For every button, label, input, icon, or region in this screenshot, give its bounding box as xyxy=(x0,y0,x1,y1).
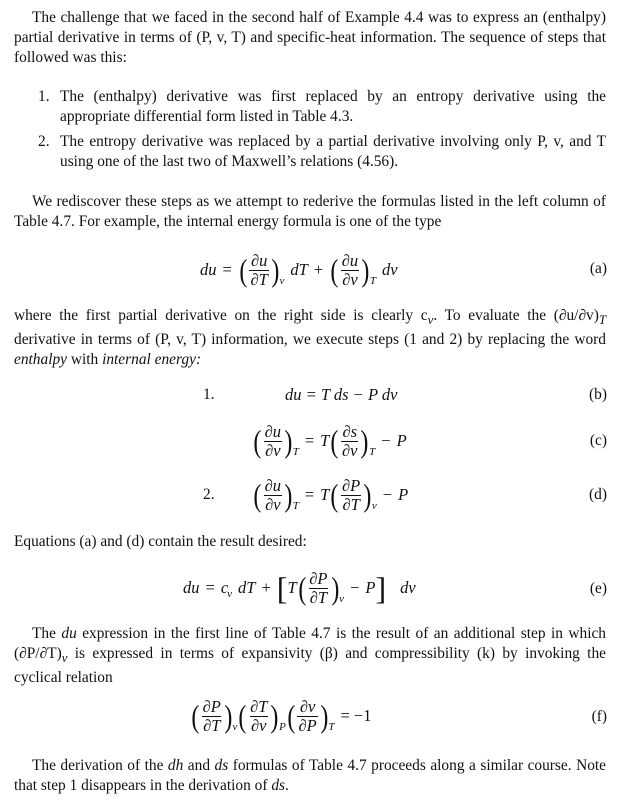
equation-d: ( $\frac{\partial u}{\partial v}$ ) T = T ( $\frac{\partial P}{\partial T}$ ) v − P xyxy=(253,475,409,514)
cyclical-paragraph: The du expression in the first line of Table 4.7 is the result of an additional step in which $(\partial P/\partial T)_v$ is expressed in terms of expansivity (β) and compressibility (k) by invoking the cyclical relation xyxy=(14,625,606,687)
equation-c: ( $\frac{\partial u}{\partial v}$ ) T = T ( $\frac{\partial s}{\partial v}$ ) T − P xyxy=(253,421,407,460)
equation-label-f: (f) xyxy=(591,708,607,725)
result-paragraph: Equations (a) and (d) contain the result desired: xyxy=(14,533,307,550)
equation-a: du = ( $\frac{\partial u}{\partial T}$ ) v dT + ( $\frac{\partial u}{\partial v}$ ) T dv xyxy=(200,250,398,289)
equation-label-c: (c) xyxy=(589,432,607,449)
closing-paragraph: The derivation of the dh and ds formulas of Table 4.7 proceeds along a similar course. Note that step 1 disappears in the derivation of ds. xyxy=(14,757,606,794)
list-item-2 xyxy=(38,132,606,172)
list-item-number: 1. xyxy=(38,88,50,105)
equation-label-b: (b) xyxy=(589,386,607,403)
step-label-1: 1. xyxy=(203,386,215,403)
list-item-1 xyxy=(38,87,606,127)
equation-label-d: (d) xyxy=(589,486,607,503)
equation-f: ( $\frac{\partial P}{\partial T}$ ) v ( $\frac{\partial T}{\partial v}$ ) P ( $\frac{\partial v}{\partial P}$ ) T = −1 xyxy=(191,696,372,735)
list-item-number: 2. xyxy=(38,133,50,150)
equation-label-a: (a) xyxy=(589,260,607,277)
equation-e: du = c v dT + [ T ( $\frac{\partial P}{\partial T}$ ) v − P ] dv xyxy=(183,568,416,607)
list-item-text: The entropy derivative was replaced by a partial derivative involving only P, v, and T using one of the last two of Maxwell’s relations (4.56). xyxy=(60,133,606,170)
rediscover-paragraph: We rediscover these steps as we attempt to rederive the formulas listed in the left column of Table 4.7. For example, the internal energy formula is one of the type xyxy=(14,193,606,230)
list-item-text: The (enthalpy) derivative was first replaced by an entropy derivative using the appropriate differential form listed in Table 4.3. xyxy=(60,88,606,125)
intro-paragraph: The challenge that we faced in the second half of Example 4.4 was to express an (enthalpy) partial derivative in terms of (P, v, T) and specific-heat information. The sequence of steps that followed was this: xyxy=(14,9,606,66)
equation-b: du = T ds − P dv xyxy=(285,385,398,404)
step-label-2: 2. xyxy=(203,486,215,503)
evaluate-paragraph: where the first partial derivative on the right side is clearly $c_v$. To evaluate the $(\partial u/\partial v)_T$ derivative in terms of (P, v, T) information, we execute steps (1 and 2) by replacing the word enthalpy with internal energy: xyxy=(14,307,607,369)
equation-f-rhs: = −1 xyxy=(340,706,372,725)
equation-label-e: (e) xyxy=(589,580,607,597)
